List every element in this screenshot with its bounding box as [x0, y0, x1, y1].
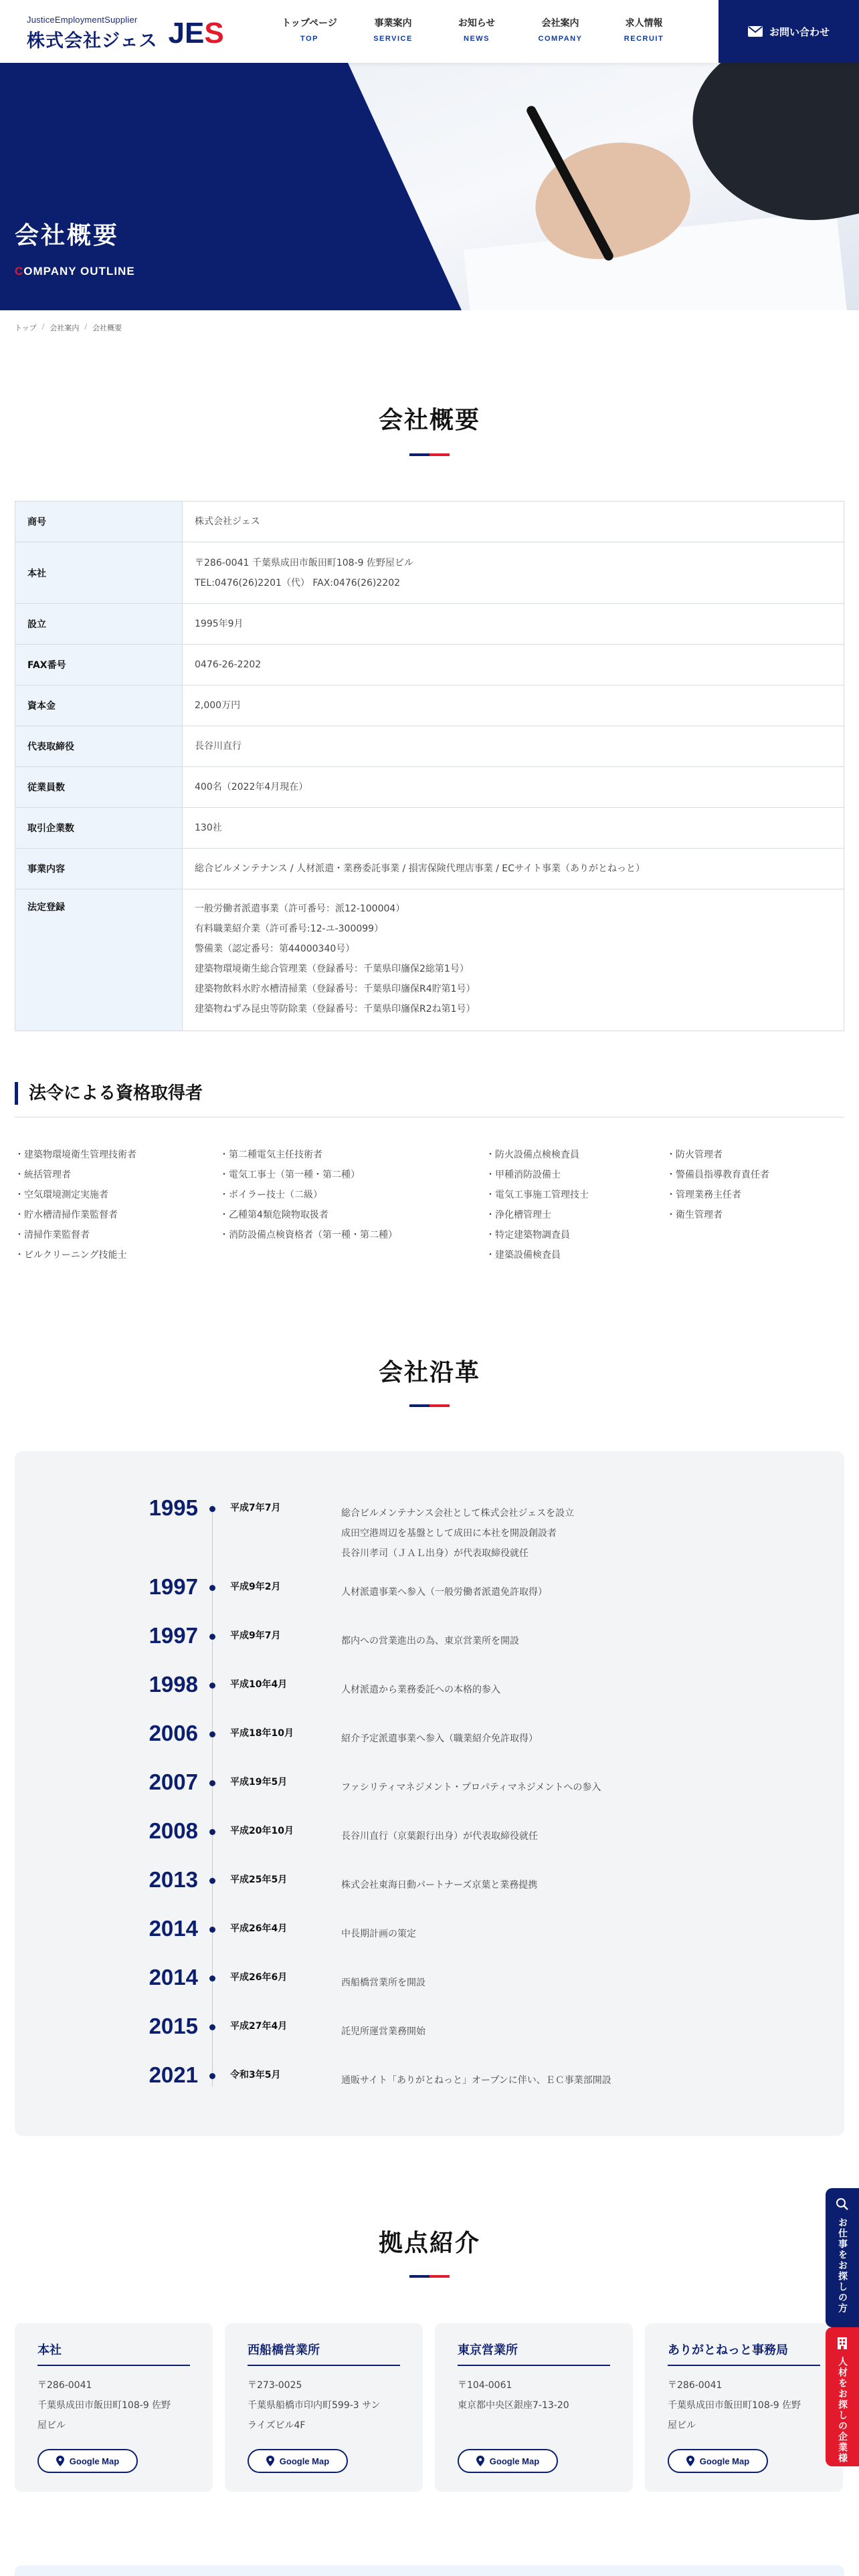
list-item: ・甲種消防設備士: [486, 1170, 561, 1180]
site-header: [0, 0, 859, 63]
history-heading: 会社沿革: [378, 1359, 480, 1386]
logo-company-name: 株式会社ジェス: [27, 31, 158, 51]
building-icon: [836, 2337, 848, 2350]
list-item: ・衛生管理者: [666, 1210, 723, 1220]
list-item: ・建築設備検査員: [486, 1250, 561, 1261]
qualified-list: [15, 1145, 136, 1265]
nav-item-service[interactable]: 事業案内 SERVICE: [373, 18, 413, 43]
qualified-list: [666, 1145, 769, 1225]
page-subtitle: COMPANY OUTLINE: [15, 265, 135, 278]
table-row: 法定登録 一般労働者派遣事業（許可番号：派12-100004） 有料職業紹介業（許可番号:12-ユ-300099） 警備業（認定番号：第44000340号） 建築物環境衛生総合管理業（登録番号：千葉県印旛保2総第1号） 建築物飲料水貯水槽清掃業（登録番号：千葉県印旛保R4貯第1号） 建築物ねずみ昆虫等防除業（登録番号：千葉県印旛保R2ね第1号）: [15, 889, 844, 1031]
mail-icon: [748, 26, 763, 37]
nav-item-recruit[interactable]: 求人情報 RECRUIT: [624, 18, 664, 43]
table-row: 本社 〒286-0041 千葉県成田市飯田町108-9 佐野屋ビル TEL:0476(26)2201（代） FAX:0476(26)2202: [15, 542, 844, 604]
company-info-table: [15, 501, 844, 1031]
list-item: ・電気工事士（第一種・第二種）: [219, 1170, 360, 1180]
job-seeker-side-button[interactable]: お仕事をお探しの方: [826, 2188, 859, 2327]
list-item: ・特定建築物調査員: [486, 1230, 570, 1241]
list-item: ・警備員指導教育責任者: [666, 1170, 769, 1180]
table-row: 資本金 2,000万円: [15, 685, 844, 726]
outline-heading-bar: [409, 453, 450, 456]
table-row: 事業内容 総合ビルメンテナンス / 人材派遣・業務委託事業 / 損害保険代理店事業 / ECサイト事業（ありがとねっと）: [15, 849, 844, 889]
list-item: ・ボイラー技士（二級）: [219, 1190, 322, 1200]
search-icon: [836, 2197, 849, 2211]
logo-mark: JES: [168, 16, 224, 49]
nav-item-company[interactable]: 会社案内 COMPANY: [538, 18, 583, 43]
list-item: ・ビルクリーニング技能士: [15, 1250, 127, 1261]
table-row: 取引企業数 130社: [15, 808, 844, 849]
global-nav: [268, 16, 686, 43]
qualified-heading: 法令による資格取得者: [15, 1082, 203, 1105]
history-heading-bar: [409, 1404, 450, 1407]
office-card: 西船橋営業所 〒273-0025 千葉県船橋市印内町599-3 サン ライズビル4F Google Map: [225, 2323, 423, 2492]
google-map-button[interactable]: Google Map: [458, 2449, 558, 2473]
offices-heading: 拠点紹介: [378, 2230, 480, 2257]
next-section-edge: [15, 2565, 844, 2576]
office-card: 東京営業所 〒104-0061 東京都中央区銀座7-13-20 Google Map: [435, 2323, 633, 2492]
list-item: ・浄化槽管理士: [486, 1210, 551, 1220]
table-row: 商号 株式会社ジェス: [15, 502, 844, 542]
office-card: 本社 〒286-0041 千葉県成田市飯田町108-9 佐野 屋ビル Google Map: [15, 2323, 213, 2492]
timeline-line: [212, 1505, 213, 2086]
breadcrumb: トップ / 会社案内 / 会社概要: [15, 322, 122, 332]
nav-item-news[interactable]: お知らせ NEWS: [458, 18, 496, 43]
table-row: FAX番号 0476-26-2202: [15, 645, 844, 685]
qualified-list: [219, 1145, 397, 1245]
list-item: ・貯水槽清掃作業監督者: [15, 1210, 118, 1220]
list-item: ・統括管理者: [15, 1170, 71, 1180]
table-row: 従業員数 400名（2022年4月現在）: [15, 767, 844, 808]
outline-heading: 会社概要: [378, 407, 480, 434]
page-hero: [0, 63, 859, 310]
map-pin-icon: [476, 2456, 484, 2466]
list-item: ・第二種電気主任技術者: [219, 1150, 322, 1160]
logo-subtitle: JusticeEmploymentSupplier: [27, 15, 138, 25]
page-title: 会社概要: [15, 222, 120, 249]
google-map-button[interactable]: Google Map: [248, 2449, 348, 2473]
table-row: 代表取締役 長谷川直行: [15, 726, 844, 767]
table-row: 設立 1995年9月: [15, 604, 844, 645]
list-item: ・管理業務主任者: [666, 1190, 741, 1200]
list-item: ・電気工事施工管理技士: [486, 1190, 589, 1200]
hiring-company-side-button[interactable]: 人材をお探しの企業様: [826, 2327, 859, 2466]
offices-heading-bar: [409, 2275, 450, 2278]
nav-item-top[interactable]: トップページ TOP: [282, 18, 337, 43]
list-item: ・防火管理者: [666, 1150, 723, 1160]
list-item: ・空気環境測定実施者: [15, 1190, 108, 1200]
google-map-button[interactable]: Google Map: [668, 2449, 768, 2473]
breadcrumb-company[interactable]: 会社案内: [50, 324, 80, 332]
list-item: ・清掃作業監督者: [15, 1230, 90, 1241]
site-logo[interactable]: [27, 15, 224, 52]
map-pin-icon: [686, 2456, 694, 2466]
list-item: ・防火設備点検検査員: [486, 1150, 579, 1160]
list-item: ・消防設備点検資格者（第一種・第二種）: [219, 1230, 397, 1241]
breadcrumb-current: 会社概要: [92, 324, 122, 332]
qualified-list: [486, 1145, 589, 1265]
page: JusticeEmploymentSupplier 株式会社ジェス JES トップページ TOP 事業案内 SERVICE お知らせ NEWS 会社案内 COMPANY 求人情報 RECRUIT お問い合わせ 会社概要 COMPANY OUTLINE トップ / 会社案内 / 会社概要 会社概要 商号 株式会社ジェス 本社 〒286-0041 千葉県成田市飯田町108-9 佐野屋ビル TEL:0476(26)2201（代） FAX:0476(26)2202 設立 1995年9月 FAX番号 0476-26-2202 資本金 2,000万円 代表取締役 長谷川直行 従業員数 400名（2022年4月現在） 取引企業数 130社 事業内容 総合ビルメンテナンス / 人材派遣・業務委託事業 / 損害保険代理店事業 / ECサイト事業（ありがとねっと） 法定登録 一般労働者派遣事業（許可番号：派12-100004） 有料職業紹介業（許可番号:12-ユ-300099） 警備業（認定番号：第44000340号） 建築物環境衛生総合管理業（登録番号：千葉県印旛保2総第1号） 建築物飲料水貯水槽清掃業（登録番号：千葉県印旛保R4貯第1号） 建築物ねずみ昆虫等防除業（登録番号：千葉県印旛保R2ね第1号） 法令による資格取得者 ・建築物環境衛生管理技術者 ・統括管理者 ・空気環境測定実施者 ・貯水槽清掃作業監督者 ・清掃作業監督者 ・ビルクリーニング技能士 ・第二種電気主任技術者 ・電気工事士（第一種・第二種） ・ボイラー技士（二級） ・乙種第4類危険物取扱者 ・消防設備点検資格者（第一種・第二種） ・防火設備点検検査員 ・甲種消防設備士 ・電気工事施工管理技士 ・浄化槽管理士 ・特定建築物調査員 ・建築設備検査員 ・防火管理者 ・警備員指導教育責任者 ・管理業務主任者 ・衛生管理者 会社沿革 1995 平成7年7月 総合ビルメンテナンス会社として株式会社ジェスを設立 成田空港周辺を基盤として成田に本社を開設創設者 長谷川孝司（ＪＡＬ出身）が代表取締役就任 1997 平成9年2月 人材派遣事業へ参入（一般労働者派遣免許取得） 1997 平成9年7月 都内への営業進出の為、東京営業所を開設 1998 平成10年4月 人材派遣から業務委託への本格的参入 2006 平成18年10月 紹介予定派遣事業へ参入（職業紹介免許取得） 2007 平成19年5月 ファシリティマネジメント・プロパティマネジメントへの参入 2008 平成20年10月 長谷川直行（京葉銀行出身）が代表取締役就任 2013 平成25年5月 株式会社東海日動パートナーズ京葉と業務提携 2014 平成26年4月 中長期計画の策定 2014 平成26年6月 西船橋営業所を開設 2015 平成27年4月 託児所運営業務開始 2021 令和3年5月 通販サイト「ありがとねっと」オープンに伴い、ＥＣ事業部開設 拠点紹介 本社 〒286-0041 千葉県成田市飯田町108-9 佐野 屋ビル Google Map 西船橋営業所 〒273-0025 千葉県船橋市印内町599-3 サン ライズビル4F Google Map 東京営業所 〒104-0061 東京都中央区銀座7-13-20 Google Map ありがとねっと事務局 〒286-0041 千葉県成田市飯田町108-9 佐野 屋ビル Google Map お仕事をお探しの方 人材をお探しの企業様: [0, 0, 859, 2576]
contact-button[interactable]: [719, 0, 859, 63]
google-map-button[interactable]: Google Map: [37, 2449, 138, 2473]
list-item: ・建築物環境衛生管理技術者: [15, 1150, 136, 1160]
map-pin-icon: [56, 2456, 64, 2466]
map-pin-icon: [266, 2456, 274, 2466]
office-card: ありがとねっと事務局 〒286-0041 千葉県成田市飯田町108-9 佐野 屋ビル Google Map: [645, 2323, 843, 2492]
list-item: ・乙種第4類危険物取扱者: [219, 1210, 328, 1220]
breadcrumb-top[interactable]: トップ: [15, 324, 37, 332]
contact-label: お問い合わせ: [769, 25, 830, 38]
